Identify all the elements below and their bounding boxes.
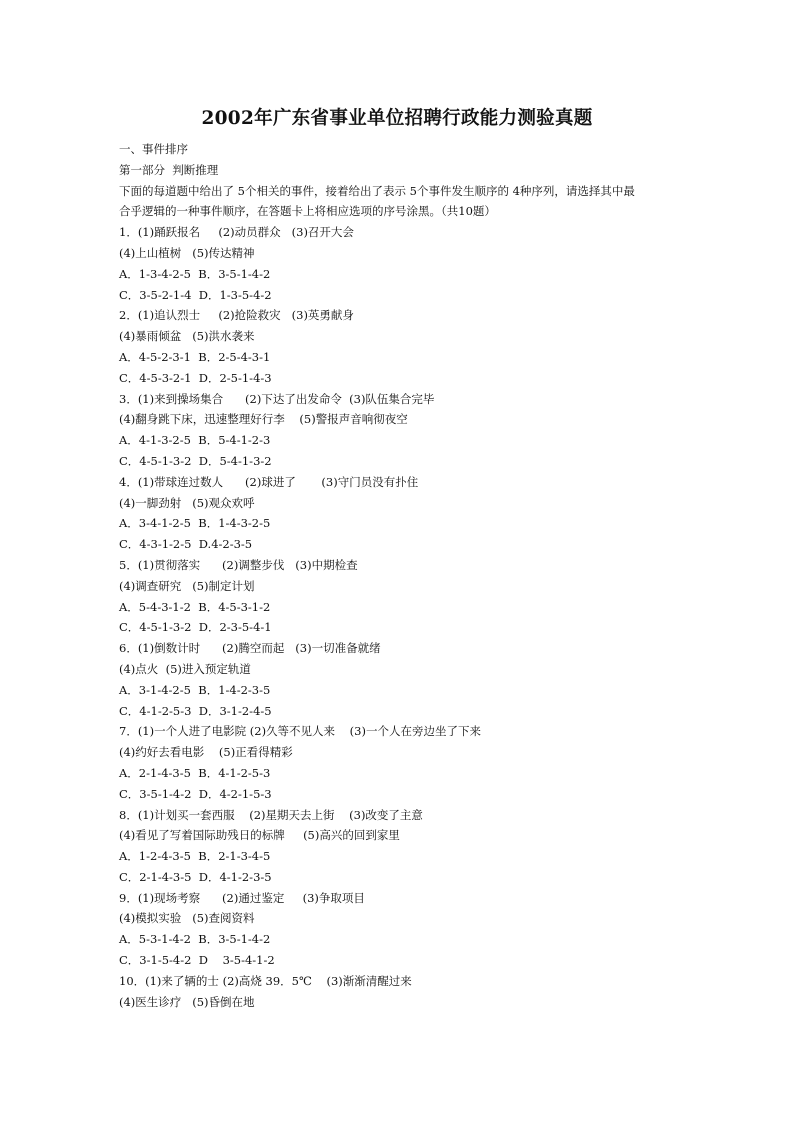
question-events-continued: (4)约好去看电影 (5)正看得精彩: [119, 745, 293, 760]
question-events-continued: (4)看见了写着国际助残日的标牌 (5)高兴的回到家里: [119, 828, 400, 843]
instructions-paragraph: 下面的每道题中给出了 5个相关的事件，接着给出了表示 5个事件发生顺序的 4种序列，请选择其中最合乎逻辑的一种事件顺序，在答题卡上将相应选项的序号涂黑。（共10题）: [119, 183, 635, 219]
question-item: [119, 805, 639, 888]
question-events-continued: (4)上山植树 (5)传达精神: [119, 245, 255, 260]
question-events: 8．(1)计划买一套西服 (2)星期天去上街 (3)改变了主意: [119, 807, 423, 822]
question-item: [119, 971, 639, 1013]
answer-options-ab: A．3-4-1-2-5 B．1-4-3-2-5: [119, 516, 271, 531]
question-events: 3．(1)来到操场集合 (2)下达了出发命令 (3)队伍集合完毕: [119, 391, 435, 406]
answer-options-ab: A．5-4-3-1-2 B．4-5-3-1-2: [119, 599, 271, 614]
answer-options-cd: C．4-1-2-5-3 D．3-1-2-4-5: [119, 703, 272, 718]
answer-options-ab: A．4-1-3-2-5 B．5-4-1-2-3: [119, 433, 271, 448]
answer-options-cd: C．4-3-1-2-5 D.4-2-3-5: [119, 537, 253, 552]
question-item: [119, 389, 639, 472]
question-item: [119, 888, 639, 971]
question-events-continued: (4)调查研究 (5)制定计划: [119, 578, 255, 593]
answer-options-ab: A．2-1-4-3-5 B．4-1-2-5-3: [119, 765, 271, 780]
question-item: [119, 305, 639, 388]
answer-options-ab: A．1-2-4-3-5 B．2-1-3-4-5: [119, 849, 271, 864]
answer-options-ab: A．5-3-1-4-2 B．3-5-1-4-2: [119, 932, 271, 947]
question-events: 9．(1)现场考察 (2)通过鉴定 (3)争取项目: [119, 890, 365, 905]
answer-options-cd: C．4-5-3-2-1 D．2-5-1-4-3: [119, 370, 272, 385]
question-events-continued: (4)点火 (5)进入预定轨道: [119, 661, 251, 676]
answer-options-cd: C．4-5-1-3-2 D．5-4-1-3-2: [119, 453, 272, 468]
part-heading: 第一部分 判断推理: [119, 162, 219, 177]
answer-options-cd: C．2-1-4-3-5 D．4-1-2-3-5: [119, 869, 272, 884]
answer-options-cd: C．3-5-2-1-4 D．1-3-5-4-2: [119, 287, 272, 302]
answer-options-ab: A．3-1-4-2-5 B．1-4-2-3-5: [119, 682, 271, 697]
question-item: [119, 721, 639, 804]
answer-options-ab: A．4-5-2-3-1 B．2-5-4-3-1: [119, 349, 271, 364]
answer-options-cd: C．3-1-5-4-2 D 3-5-4-1-2: [119, 953, 275, 968]
question-item: [119, 638, 639, 721]
question-events-continued: (4)模拟实验 (5)查阅资料: [119, 911, 255, 926]
question-events: 4．(1)带球连过数人 (2)球进了 (3)守门员没有扑住: [119, 474, 419, 489]
section-heading: 一、事件排序: [119, 142, 188, 156]
question-events-continued: (4)暴雨倾盆 (5)洪水袭来: [119, 329, 255, 344]
question-events-continued: (4)翻身跳下床，迅速整理好行李 (5)警报声音响彻夜空: [119, 412, 408, 427]
question-events-continued: (4)医生诊疗 (5)昏倒在地: [119, 994, 255, 1009]
question-item: [119, 472, 639, 555]
question-events: 1．(1)踊跃报名 (2)动员群众 (3)召开大会: [119, 225, 354, 240]
question-item: [119, 555, 639, 638]
question-item: [119, 222, 639, 305]
question-events: 7．(1)一个人进了电影院 (2)久等不见人来 (3)一个人在旁边坐了下来: [119, 724, 481, 739]
question-events: 2．(1)追认烈士 (2)抢险救灾 (3)英勇献身: [119, 308, 354, 323]
question-events-continued: (4)一脚劲射 (5)观众欢呼: [119, 495, 255, 510]
answer-options-cd: C．4-5-1-3-2 D．2-3-5-4-1: [119, 620, 272, 635]
answer-options-cd: C．3-5-1-4-2 D．4-2-1-5-3: [119, 786, 272, 801]
document-body: [119, 139, 639, 1012]
page-title: 2002年广东省事业单位招聘行政能力测验真题: [201, 108, 593, 129]
question-events: 6．(1)倒数计时 (2)腾空而起 (3)一切准备就绪: [119, 641, 381, 656]
question-events: 5．(1)贯彻落实 (2)调整步伐 (3)中期检查: [119, 557, 358, 572]
answer-options-ab: A．1-3-4-2-5 B．3-5-1-4-2: [119, 266, 271, 281]
question-list: [119, 222, 639, 1012]
question-events: 10．(1)来了辆的士 (2)高烧 39．5℃ (3)渐渐清醒过来: [119, 973, 412, 988]
